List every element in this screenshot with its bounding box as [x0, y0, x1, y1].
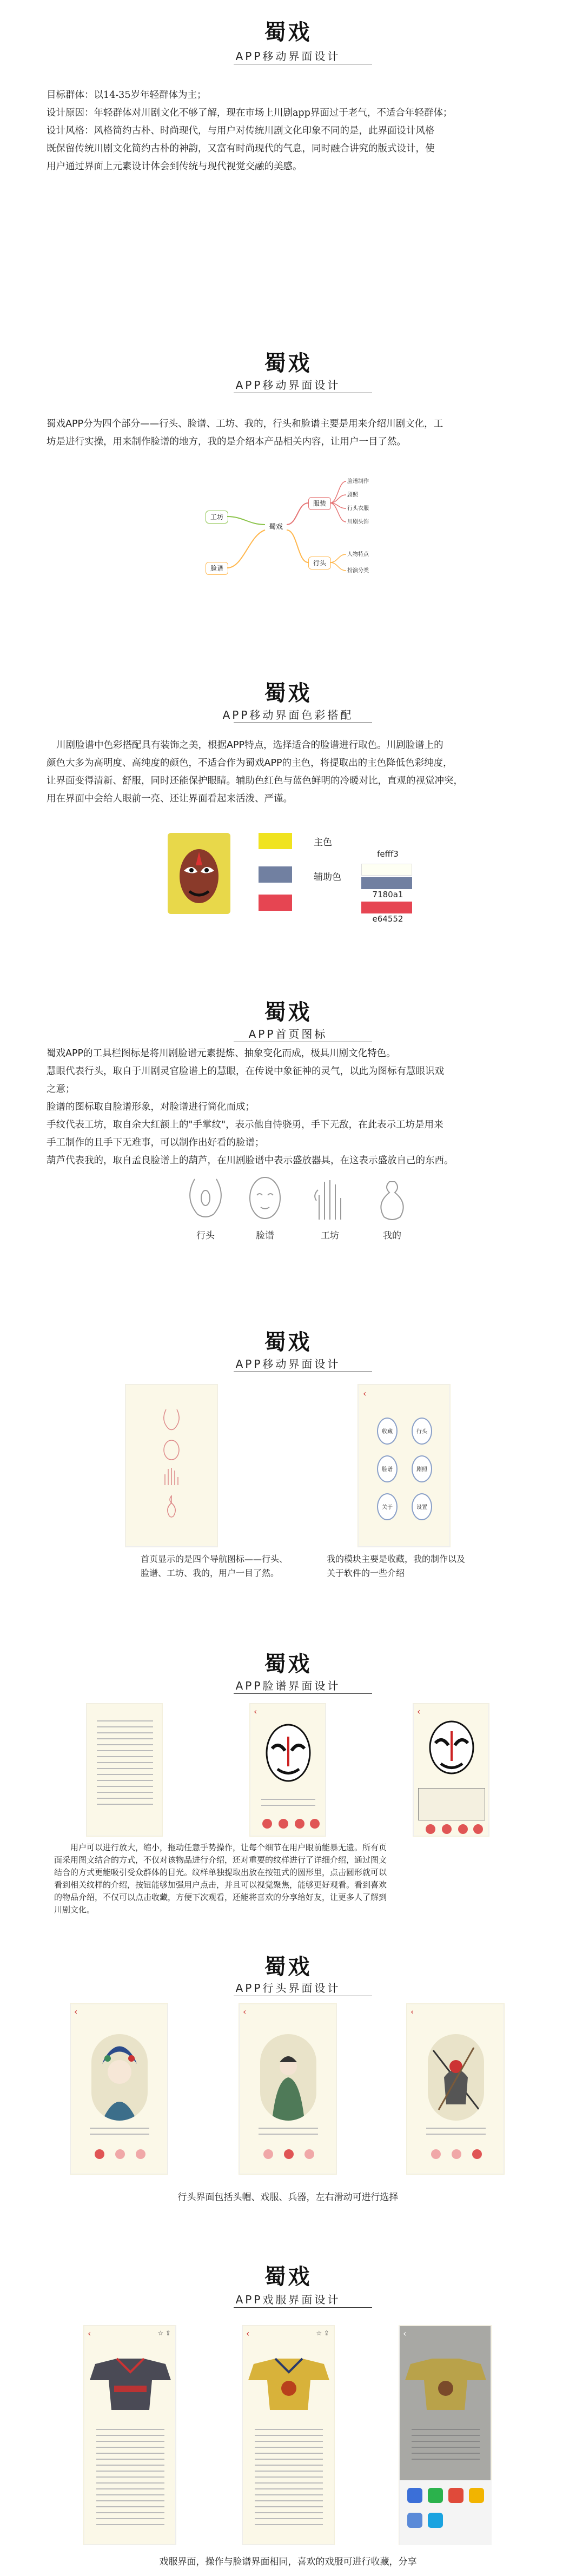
- category-button[interactable]: [115, 2149, 125, 2159]
- share-target-icon[interactable]: [448, 2488, 464, 2503]
- mask-paragraph: [54, 1842, 530, 1916]
- category-button[interactable]: [263, 2149, 273, 2159]
- aux-hex: 7180a1: [372, 890, 403, 899]
- figure-icon: [428, 2034, 484, 2121]
- costume-screen: [407, 2004, 504, 2174]
- category-button[interactable]: [95, 2149, 104, 2159]
- mask-text-screen: [87, 1704, 162, 1836]
- back-arrow-icon[interactable]: ‹: [74, 2007, 78, 2017]
- text-block: [255, 2429, 323, 2530]
- pattern-popup: [418, 1788, 485, 1820]
- my-item-label: 行头: [416, 1429, 427, 1435]
- home-caption: [141, 1552, 314, 1580]
- robe-icon: [84, 2348, 176, 2418]
- color-line: 让界面变得清新、舒服，同时还能保护眼睛。辅助色红色与蓝色鲜明的冷暖对比，直观的视觉冲突，: [47, 776, 463, 786]
- mask-line: 用户可以进行放大，缩小，拖动任意手势操作，让每个细节在用户眼前能暴无遗。所有页: [70, 1843, 387, 1852]
- weapon-figure: [428, 2034, 484, 2121]
- robe-icon: [243, 2348, 335, 2418]
- costume-screen: [239, 2004, 336, 2174]
- text-block: [96, 2429, 164, 2530]
- section-title: 蜀戏: [264, 350, 312, 376]
- pattern-button[interactable]: [458, 1824, 468, 1834]
- icon-label-lianpu: 脸谱: [256, 1230, 274, 1241]
- category-button[interactable]: [284, 2149, 294, 2159]
- section-title: 蜀戏: [264, 19, 312, 45]
- structure-paragraph: [47, 415, 549, 451]
- mask-icon: [414, 1715, 489, 1791]
- mindmap: [206, 465, 379, 595]
- intro-line: 用户通过界面上元素设计体会到传统与现代视觉交融的美感。: [47, 161, 302, 172]
- text-block: [412, 2429, 480, 2465]
- my-item-label: 剧照: [416, 1467, 427, 1473]
- icon-line: 慧眼代表行头，取自于川剧灵官脸谱上的慧眼，在传说中象征神的灵气，以此为图标有慧眼识戏: [47, 1066, 444, 1077]
- mindmap-leaf: 扮演分类: [347, 568, 369, 574]
- figure-icon: [91, 2034, 148, 2121]
- my-item-oval[interactable]: [377, 1455, 398, 1482]
- caption-line: 关于软件的一些介绍: [327, 1568, 405, 1578]
- caption-line: 首页显示的是四个导航图标——行头、: [141, 1554, 288, 1564]
- mindmap-leaf: 行头衣服: [347, 506, 369, 512]
- share-target-icon[interactable]: [428, 2513, 443, 2528]
- title-rule: [234, 2307, 372, 2308]
- my-item-oval[interactable]: [377, 1493, 398, 1520]
- intro-line: 设计原因：年轻群体对川剧文化不够了解，现在市场上川剧app界面过于老气，不适合年轻群体；: [47, 108, 453, 118]
- icon-line: 蜀戏APP的工具栏图标是将川剧脸谱元素提炼、抽象变化而成，极具川剧文化特色。: [47, 1048, 396, 1059]
- pattern-button[interactable]: [442, 1824, 452, 1834]
- section-title: 蜀戏: [264, 1954, 312, 1979]
- category-button[interactable]: [431, 2149, 441, 2159]
- mindmap-node: 脸谱: [206, 562, 228, 575]
- pattern-button[interactable]: [295, 1819, 304, 1829]
- section-title: 蜀戏: [264, 1651, 312, 1677]
- robe-screen: [242, 2326, 334, 2545]
- icon-line: 之意；: [47, 1084, 75, 1095]
- section-title: 蜀戏: [264, 2264, 312, 2289]
- mindmap-node: 工坊: [206, 511, 228, 524]
- category-button[interactable]: [472, 2149, 482, 2159]
- caption-line: 我的模块主要是收藏，我的制作以及: [327, 1554, 466, 1564]
- figure-icon: [260, 2034, 316, 2121]
- intro-line: 设计风格：风格简约古朴、时尚现代，与用户对传统川剧文化印象不同的是，此界面设计风格: [47, 125, 435, 136]
- robe-caption: 戏服界面，操作与脸谱界面相同，喜欢的戏服可进行收藏，分享: [159, 2557, 417, 2567]
- accent-hex: e64552: [372, 914, 403, 924]
- share-target-icon[interactable]: [407, 2488, 422, 2503]
- section-subtitle: APP脸谱界面设计: [235, 1679, 341, 1692]
- section-subtitle: APP移动界面设计: [235, 1357, 341, 1370]
- back-arrow-icon[interactable]: ‹: [417, 1706, 421, 1717]
- back-arrow-icon[interactable]: ‹: [403, 2328, 407, 2339]
- my-item-oval[interactable]: [412, 1418, 432, 1445]
- mindmap-root: 蜀戏: [268, 523, 283, 531]
- mindmap-leaf: 川剧头饰: [347, 519, 369, 525]
- icon-label-gongfang: 工坊: [321, 1230, 339, 1241]
- back-arrow-icon[interactable]: ‹: [246, 2328, 250, 2339]
- my-item-label: 收藏: [382, 1429, 393, 1435]
- my-item-oval[interactable]: [412, 1455, 432, 1482]
- my-item-oval[interactable]: [412, 1493, 432, 1520]
- icon-label-wode: 我的: [383, 1230, 401, 1241]
- headwear-figure: [91, 2034, 148, 2121]
- mindmap-leaf: 脸谱制作: [347, 479, 369, 485]
- robe-icon: [400, 2348, 492, 2418]
- structure-line: 蜀戏APP分为四个部分——行头、脸谱、工坊、我的，行头和脸谱主要是用来介绍川剧文化，工: [47, 419, 443, 429]
- my-item-label: 脸谱: [382, 1467, 393, 1473]
- yellow-swatch: [259, 833, 292, 849]
- color-line: 用在界面中会给人眼前一亮、还让界面看起来活泼、严谨。: [47, 793, 293, 804]
- text-block: [259, 2128, 318, 2140]
- intro-line: 目标群体：以14-35岁年轻群体为主；: [47, 90, 207, 101]
- accent-red-swatch: [259, 895, 292, 911]
- section-title: 蜀戏: [264, 680, 312, 706]
- color-line: 颜色大多为高明度、高纯度的颜色，不适合作为蜀戏APP的主色，将提取出的主色降低色彩纯度，: [47, 758, 453, 769]
- mask-icon: [250, 1715, 326, 1791]
- section-subtitle: APP移动界面色彩搭配: [222, 708, 354, 721]
- back-arrow-icon[interactable]: ‹: [254, 1706, 257, 1717]
- nav-icons: [160, 1407, 183, 1520]
- section-subtitle: APP戏服界面设计: [235, 2293, 341, 2306]
- icon-line: 葫芦代表我的，取自孟良脸谱上的葫芦，在川剧脸谱中表示盛放器具，在这表示盛放自己的东西。: [47, 1155, 454, 1166]
- category-button[interactable]: [136, 2149, 145, 2159]
- share-target-icon[interactable]: [407, 2513, 422, 2528]
- main-swatch: [361, 864, 412, 876]
- robe-share-screen: [399, 2326, 491, 2545]
- my-item-oval[interactable]: [377, 1418, 398, 1445]
- pattern-button[interactable]: [279, 1819, 288, 1829]
- mindmap-leaf: 人物特点: [347, 552, 369, 558]
- icon-label-xingtou: 行头: [196, 1230, 215, 1241]
- mask-zoom-screen: [413, 1704, 489, 1836]
- my-item-label: 设置: [416, 1505, 427, 1511]
- mask-line: 看到相关纹样的介绍，按钮能够加强用户点击，并且可以视觉聚焦，能够更好观看。看到喜欢: [54, 1880, 387, 1890]
- mindmap-node: 行头: [308, 557, 331, 569]
- icon-line: 手工制作的且手下无难事，可以制作出好看的脸谱；: [47, 1137, 264, 1148]
- text-block: [261, 1799, 315, 1811]
- mask-line: 的物品介绍，不仅可以点击收藏，方便下次观看，还能将喜欢的分享给好友，让更多人了解到: [54, 1892, 387, 1902]
- title-rule: [234, 1693, 372, 1694]
- icon-drawings: [184, 1174, 411, 1225]
- costume-caption: 行头界面包括头帽、戏服、兵器，左右滑动可进行选择: [177, 2192, 399, 2203]
- text-block: [90, 2128, 149, 2140]
- mask-line: 川剧文化。: [54, 1905, 95, 1915]
- mask-line: 结合的方式更能吸引受众群体的目光。纹样单独提取出放在按钮式的圆形里，点击圆形就可以: [54, 1868, 387, 1877]
- back-arrow-icon[interactable]: ‹: [411, 2007, 414, 2017]
- share-icon[interactable]: ☆ ⇪: [316, 2329, 329, 2337]
- icon-paragraph: [47, 1045, 555, 1170]
- section-subtitle: APP首页图标: [248, 1028, 328, 1041]
- pattern-button[interactable]: [426, 1824, 435, 1834]
- share-target-icon[interactable]: [428, 2488, 443, 2503]
- home-nav-icons: [160, 1407, 183, 1520]
- section-title: 蜀戏: [264, 1329, 312, 1355]
- back-arrow-icon[interactable]: ‹: [363, 1388, 367, 1399]
- home-screen: [125, 1385, 217, 1547]
- icon-line: 脸谱的图标取自脸谱形象，对脸谱进行简化而成；: [47, 1102, 255, 1112]
- main-hex: fefff3: [377, 849, 399, 859]
- share-target-icon[interactable]: [469, 2488, 484, 2503]
- text-block: [426, 2128, 486, 2140]
- section-subtitle: APP行头界面设计: [235, 1982, 341, 1995]
- share-panel: [400, 2480, 492, 2545]
- section-subtitle: APP移动界面设计: [235, 379, 341, 392]
- section-subtitle: APP移动界面设计: [235, 50, 341, 63]
- back-arrow-icon[interactable]: ‹: [88, 2328, 91, 2339]
- costume-figure: [260, 2034, 316, 2121]
- intro-line: 既保留传统川剧文化简约古朴的神韵，又富有时尚现代的气息，同时融合讲究的版式设计，使: [47, 143, 435, 154]
- pattern-button[interactable]: [262, 1819, 272, 1829]
- pattern-button[interactable]: [473, 1824, 483, 1834]
- my-item-label: 关于: [382, 1505, 393, 1511]
- main-color-label: 主色: [314, 837, 332, 848]
- aux-swatch: [361, 877, 412, 889]
- my-caption: [327, 1552, 500, 1580]
- mask-detail-screen: [250, 1704, 326, 1836]
- back-arrow-icon[interactable]: ‹: [243, 2007, 247, 2017]
- intro-paragraph: [47, 87, 544, 176]
- opera-mask-image: [168, 833, 230, 914]
- share-icon[interactable]: ☆ ⇪: [157, 2329, 171, 2337]
- icon-line: 手纹代表工坊，取自余大红额上的"手掌纹"，表示他自恃骁勇，手下无敌，在此表示工坊是用来: [47, 1120, 443, 1130]
- robe-screen: [84, 2326, 176, 2545]
- costume-screen: [70, 2004, 168, 2174]
- text-block: [97, 1720, 153, 1810]
- aux-blue-swatch: [259, 866, 292, 883]
- color-paragraph: [47, 737, 549, 808]
- aux-color-label: 辅助色: [314, 872, 341, 883]
- mask-line: 面采用图文结合的方式，不仅对该物品进行介绍，还对重要的纹样进行了详细介绍，通过图文: [54, 1855, 387, 1865]
- mindmap-leaf: 剧照: [347, 492, 358, 498]
- my-screen: [358, 1385, 450, 1547]
- accent-swatch: [361, 902, 412, 913]
- category-button[interactable]: [452, 2149, 461, 2159]
- pattern-button[interactable]: [310, 1819, 320, 1829]
- category-button[interactable]: [304, 2149, 314, 2159]
- section-title: 蜀戏: [264, 999, 312, 1025]
- color-line: 川剧脸谱中色彩搭配具有装饰之美，根据APP特点，选择适合的脸谱进行取色。川剧脸谱上的: [56, 740, 443, 751]
- toolbar-icons: [184, 1174, 411, 1249]
- caption-line: 脸谱、工坊、我的，用户一目了然。: [141, 1568, 280, 1578]
- mask-icon: [168, 833, 230, 914]
- mindmap-node: 服装: [308, 497, 331, 510]
- structure-line: 坊是进行实操，用来制作脸谱的地方，我的是介绍本产品相关内容，让用户一目了然。: [47, 436, 406, 447]
